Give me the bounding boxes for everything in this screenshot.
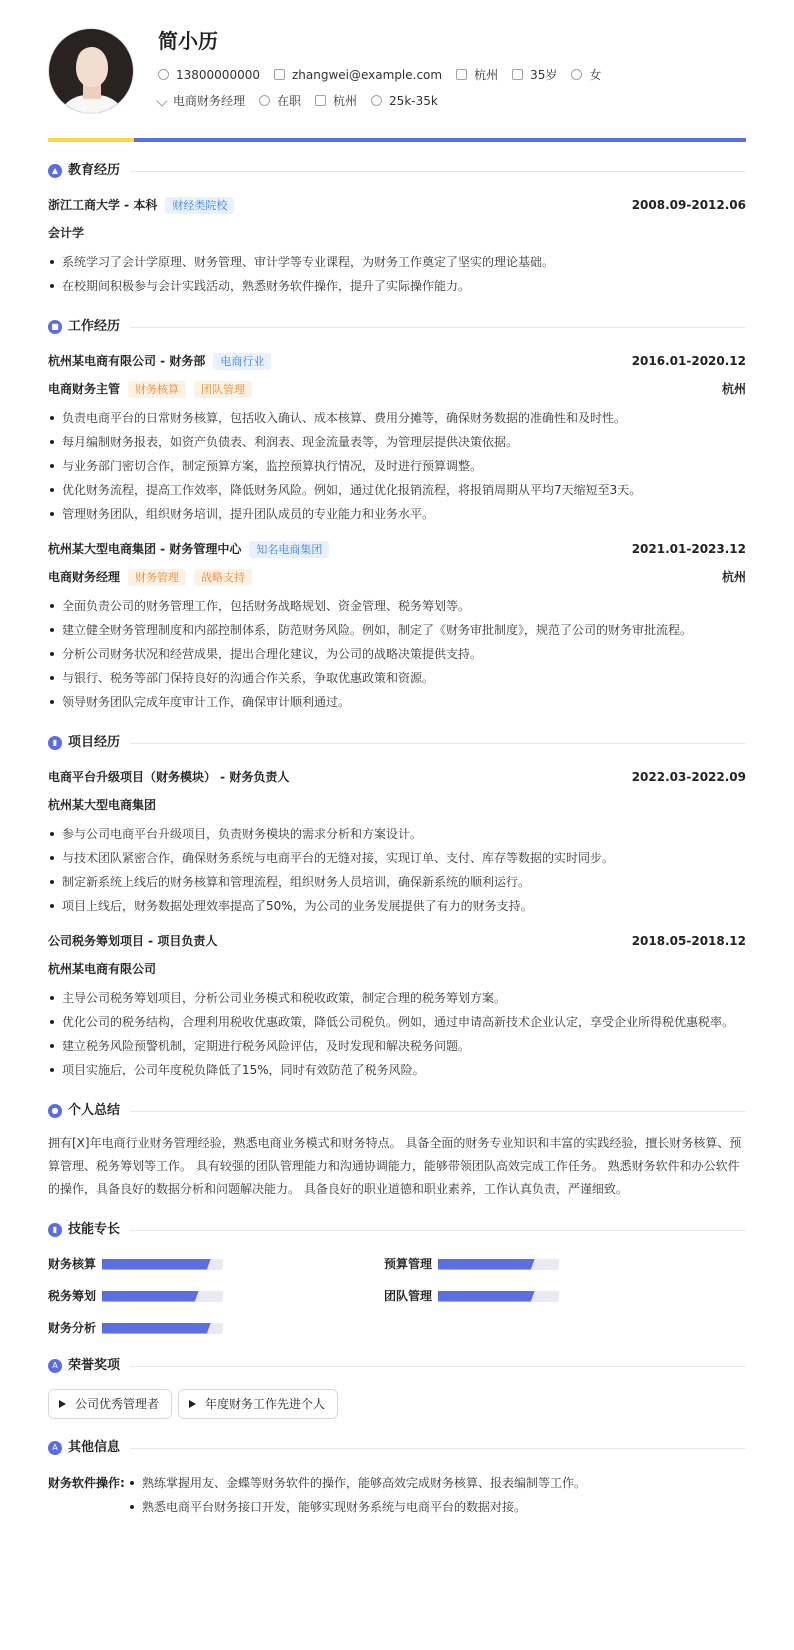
section-title: ▲ 教育经历 [48, 160, 746, 182]
header-info [158, 28, 615, 110]
list-item: 优化公司的税务结构，合理利用税收优惠政策，降低公司税负。例如，通过申请高新技术企业认定，享受企业所得税优惠税率。 [48, 1010, 746, 1034]
project-date: 2022.03-2022.09 [631, 769, 746, 784]
award-icon: A [48, 1359, 62, 1373]
other-section [48, 1437, 746, 1519]
info-icon: A [48, 1441, 62, 1455]
section-title: A 其他信息 [48, 1437, 746, 1459]
section-title: ▮ 技能专长 [48, 1219, 746, 1241]
skill-item [384, 1255, 720, 1273]
target-job-item [158, 93, 245, 110]
honor-item: 年度财务工作先进个人 [178, 1389, 338, 1419]
work-section [48, 316, 746, 714]
list-item: 负责电商平台的日常财务核算，包括收入确认、成本核算、费用分摊等，确保财务数据的准确性和及时性。 [48, 406, 746, 430]
work-bullets [48, 594, 746, 714]
work-entry [48, 538, 746, 714]
city-item [456, 67, 498, 84]
project-org: 杭州某大型电商集团 [48, 797, 157, 812]
target-city-item [315, 93, 357, 110]
summary-section [48, 1100, 746, 1201]
send-icon [156, 95, 167, 106]
play-icon [189, 1400, 196, 1408]
list-item: 参与公司电商平台升级项目，负责财务模块的需求分析和方案设计。 [48, 822, 746, 846]
education-entry [48, 194, 746, 298]
skill-bar [102, 1291, 223, 1302]
graduation-cap-icon: ▲ [48, 164, 62, 178]
education-bullets [48, 250, 746, 298]
chart-icon: ▮ [48, 736, 62, 750]
list-item: 与银行、税务等部门保持良好的沟通合作关系，争取优惠政策和资源。 [48, 666, 746, 690]
project-entry [48, 930, 746, 1082]
list-item: 在校期间积极参与会计实践活动，熟悉财务软件操作，提升了实际操作能力。 [48, 274, 746, 298]
role-name: 电商财务主管 [48, 381, 121, 396]
section-title: ▮ 项目经历 [48, 732, 746, 754]
skill-name: 税务筹划 [48, 1288, 97, 1303]
skill-name: 财务核算 [48, 1256, 97, 1271]
resume-header [48, 28, 746, 138]
gear-icon [259, 95, 270, 106]
skill-item [48, 1255, 384, 1273]
list-item: 熟悉电商平台财务接口开发，能够实现财务系统与电商平台的数据对接。 [128, 1495, 586, 1519]
list-item: 全面负责公司的财务管理工作，包括财务战略规划、资金管理、税务筹划等。 [48, 594, 746, 618]
age-item [512, 67, 557, 84]
user-icon: ● [48, 1104, 62, 1118]
list-item: 项目上线后，财务数据处理效率提高了50%，为公司的业务发展提供了有力的财务支持。 [48, 894, 746, 918]
coin-icon [371, 95, 382, 106]
home-icon [456, 69, 467, 80]
phone-icon [158, 69, 169, 80]
other-bullets [128, 1471, 586, 1519]
project-date: 2018.05-2018.12 [631, 933, 746, 948]
project-name: 电商平台升级项目（财务模块） - 财务负责人 [48, 769, 290, 784]
company-tag: 知名电商集团 [249, 541, 329, 558]
phone-text: 13800000000 [176, 67, 260, 82]
company-name: 杭州某大型电商集团 - 财务管理中心 [48, 541, 242, 556]
skill-bar [438, 1291, 559, 1302]
job-intent-row [158, 92, 615, 110]
summary-text: 拥有[X]年电商行业财务管理经验，熟悉电商业务模式和财务特点。 具备全面的财务专业知识和丰富的实践经验，擅长财务核算、预算管理、税务筹划等工作。 具有较强的团队管理能力和沟通协调能力，能够带领团队高效完成工作任务。 熟悉财务软件和办公软件的操作，具备良好的数据分析和问题解决能力。 具备良好的职业道德和职业素养，工作认真负责，严谨细致。 [48, 1136, 742, 1196]
skill-item [48, 1287, 384, 1305]
email-item [274, 67, 442, 84]
bar-chart-icon: ▮ [48, 1223, 62, 1237]
role-tag: 团队管理 [194, 381, 252, 398]
role-tag: 财务核算 [128, 381, 186, 398]
work-bullets [48, 406, 746, 526]
list-item: 优化财务流程，提高工作效率，降低财务风险。例如，通过优化报销流程，将报销周期从平均7天缩短至3天。 [48, 478, 746, 502]
list-item: 领导财务团队完成年度审计工作，确保审计顺利通过。 [48, 690, 746, 714]
list-item: 系统学习了会计学原理、财务管理、审计学等专业课程，为财务工作奠定了坚实的理论基础。 [48, 250, 746, 274]
list-item: 分析公司财务状况和经营成果，提出合理化建议，为公司的战略决策提供支持。 [48, 642, 746, 666]
skill-name: 财务分析 [48, 1320, 97, 1335]
education-section [48, 160, 746, 298]
list-item: 熟练掌握用友、金蝶等财务软件的操作，能够高效完成财务核算、报表编制等工作。 [128, 1471, 586, 1495]
skill-item [48, 1319, 384, 1337]
list-item: 项目实施后，公司年度税负降低了15%，同时有效防范了税务风险。 [48, 1058, 746, 1082]
cake-icon [512, 69, 523, 80]
phone-item [158, 67, 260, 84]
school-tag: 财经类院校 [165, 197, 234, 214]
major: 会计学 [48, 225, 85, 240]
candidate-name: 简小历 [158, 29, 218, 53]
school-name: 浙江工商大学 - 本科 [48, 197, 158, 212]
gender-text: 女 [589, 67, 602, 82]
skill-bar [102, 1323, 223, 1334]
salary-text: 25k-35k [389, 93, 438, 108]
building-icon [315, 95, 326, 106]
skills-grid [48, 1255, 746, 1337]
list-item: 与技术团队紧密合作，确保财务系统与电商平台的无缝对接，实现订单、支付、库存等数据的实时同步。 [48, 846, 746, 870]
role-tag: 战略支持 [194, 569, 252, 586]
skill-bar [102, 1259, 223, 1270]
skills-section [48, 1219, 746, 1337]
work-date: 2016.01-2020.12 [631, 353, 746, 368]
work-entry [48, 350, 746, 526]
other-label: 财务软件操作: [48, 1476, 125, 1490]
project-entry [48, 766, 746, 918]
status-text: 在职 [277, 93, 302, 108]
skill-name: 预算管理 [384, 1256, 433, 1271]
work-location: 杭州 [721, 381, 746, 396]
project-name: 公司税务筹划项目 - 项目负责人 [48, 933, 218, 948]
list-item: 制定新系统上线后的财务核算和管理流程，组织财务人员培训，确保新系统的顺利运行。 [48, 870, 746, 894]
skill-item [384, 1287, 720, 1305]
project-org: 杭州某电商有限公司 [48, 961, 157, 976]
list-item: 建立税务风险预警机制，定期进行税务风险评估，及时发现和解决税务问题。 [48, 1034, 746, 1058]
honors-list [48, 1389, 746, 1419]
honors-section [48, 1355, 746, 1419]
work-date: 2021.01-2023.12 [631, 541, 746, 556]
list-item: 每月编制财务报表，如资产负债表、利润表、现金流量表等，为管理层提供决策依据。 [48, 430, 746, 454]
skill-bar [438, 1259, 559, 1270]
list-item: 管理财务团队，组织财务培训，提升团队成员的专业能力和业务水平。 [48, 502, 746, 526]
list-item: 与业务部门密切合作，制定预算方案，监控预算执行情况，及时进行预算调整。 [48, 454, 746, 478]
contact-row [158, 66, 615, 84]
work-location: 杭州 [721, 569, 746, 584]
honor-item: 公司优秀管理者 [48, 1389, 172, 1419]
education-date: 2008.09-2012.06 [631, 197, 746, 212]
target-job-text: 电商财务经理 [173, 93, 246, 108]
gender-icon [571, 69, 582, 80]
briefcase-icon: ■ [48, 320, 62, 334]
city-text: 杭州 [474, 67, 499, 82]
salary-item [371, 93, 438, 110]
header-divider [48, 138, 746, 142]
target-city-text: 杭州 [333, 93, 358, 108]
role-tag: 财务管理 [128, 569, 186, 586]
company-name: 杭州某电商有限公司 - 财务部 [48, 353, 206, 368]
projects-section [48, 732, 746, 1082]
mail-icon [274, 69, 285, 80]
avatar [48, 28, 134, 114]
section-title: ■ 工作经历 [48, 316, 746, 338]
age-text: 35岁 [530, 67, 558, 82]
gender-item [571, 67, 601, 84]
play-icon [59, 1400, 66, 1408]
section-title: A 荣誉奖项 [48, 1355, 746, 1377]
status-item [259, 93, 301, 110]
company-tag: 电商行业 [213, 353, 271, 370]
skill-name: 团队管理 [384, 1288, 433, 1303]
list-item: 建立健全财务管理制度和内部控制体系，防范财务风险。例如，制定了《财务审批制度》，规范了公司的财务审批流程。 [48, 618, 746, 642]
role-name: 电商财务经理 [48, 569, 121, 584]
email-text: zhangwei@example.com [291, 67, 443, 82]
list-item: 主导公司税务筹划项目，分析公司业务模式和税收政策，制定合理的税务筹划方案。 [48, 986, 746, 1010]
other-entry [48, 1471, 746, 1519]
project-bullets [48, 822, 746, 918]
section-title: ● 个人总结 [48, 1100, 746, 1122]
project-bullets [48, 986, 746, 1082]
